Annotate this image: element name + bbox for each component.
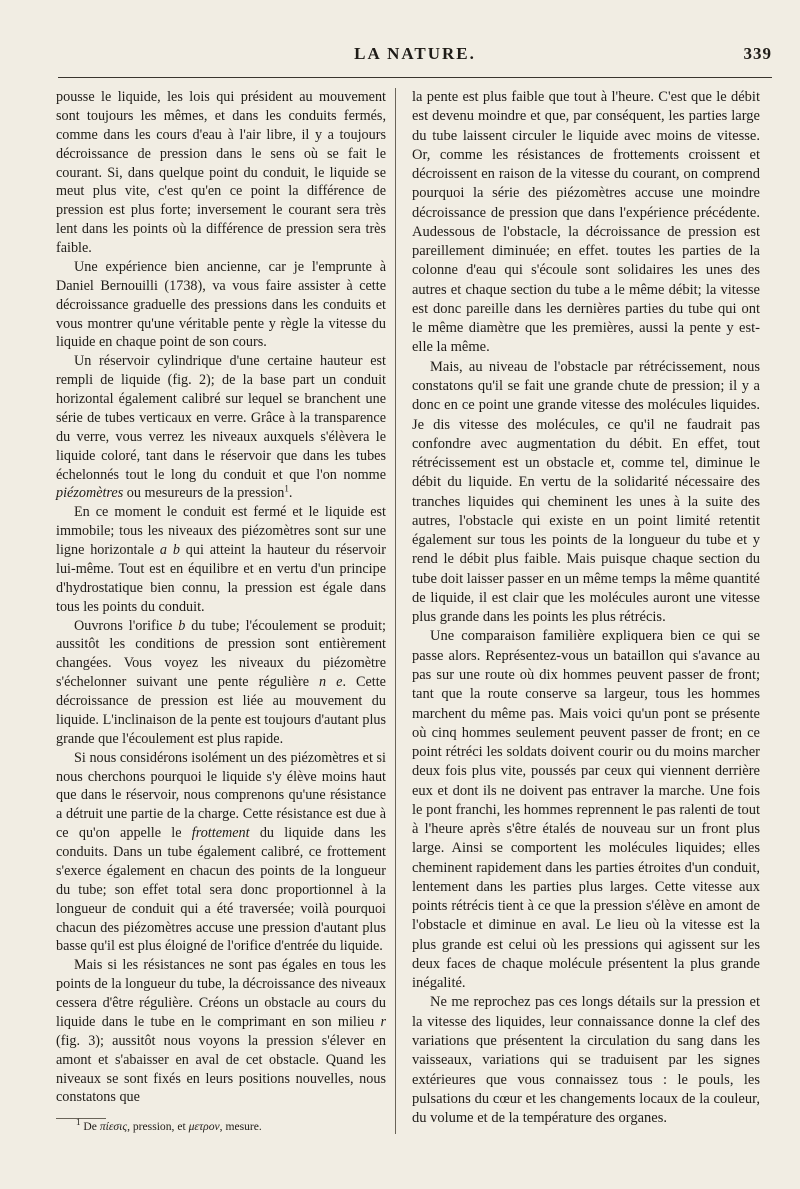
column-divider	[395, 88, 396, 1134]
paragraph: Ne me reprochez pas ces longs détails sur la pression et la vitesse des liquides, leur connaissance donne la clef des variations que présentent la circulation du sang dans les vaisseaux, variations qui se traduisent par les signes extérieures que vous connaissez tous : le pouls, les pulsations du cœur et les changements locaux de la couleur, du volume et de la température des organes.	[412, 994, 760, 1127]
paragraph: Mais si les résistances ne sont pas égales en tous les points de la longueur du tube, la décroissance des niveaux cessera d'être régulière. Créons un obstacle au cours du liquide dans le tube en le comprimant en son milieu r (fig. 3); aussitôt nous voyons la pression s'élever en amont et s'abaisser en aval de cet obstacle. Quand les niveaux se sont fixés en leurs positions nouvelles, nous constatons que	[56, 957, 386, 1106]
footnote-number: 1	[76, 1117, 81, 1128]
paragraph: Une comparaison familière expliquera bien ce qui se passe alors. Représentez-vous un bataillon qui s'avance au pas sur une route où dix hommes peuvent passer de front; tant que la route conserve sa largeur, tous les hommes marchent du même pas. Mais voici qu'un pont se présente où cinq hommes seulement peuvent passer de front; en ce point rétréci les soldats doivent courir ou du moins marcher deux fois plus vite, poussés par ceux qui viennent derrière eux et dont ils ne doivent pas entraver la marche. Une fois le pont franchi, les hommes reprennent le pas ralenti de tout à l'heure après s'être étalés de nouveau sur un front plus large. Ainsi se comportent les molécules liquides; elles cheminent rapidement dans les parties étroites d'un conduit, lentement dans les parties plus larges. Cette vitesse aux points rétrécis tient à ce que la pression s'élève en amont de l'obstacle et diminue en aval. Le lieu où la vitesse est la plus grande est celui où les pressions qui agissent sur les deux faces de chaque molécule présentent la plus grande inégalité.	[412, 628, 760, 992]
paragraph: Mais, au niveau de l'obstacle par rétrécissement, nous constatons qu'il se fait une grande chute de pression; il y a donc en ce point une grande vitesse des molécules liquides. Je dis vitesse des molécules, ce qu'il ne faudrait pas confondre avec augmentation du débit. En effet, tout rétrécissement est un obstacle et, comme tel, diminue le débit du liquide. En vertu de la solidarité nécessaire des tranches liquides qui cheminent les unes à la suite des autres, l'obstacle qui existe en un point limité retentit également sur tous les points de la longueur du tube et y rend le débit plus faible. Mais puisque chaque section du tube doit laisser passer en un même temps la même quantité de liquide, il est clair que les molécules auront une vitesse plus grande dans les points les plus rétrécis.	[412, 358, 760, 626]
paragraph: la pente est plus faible que tout à l'heure. C'est que le débit est devenu moindre et que, par conséquent, les parties large du tube laissent circuler le liquide avec moins de vitesse. Or, comme les résistances de frottements croissent et décroissent en raison de la vitesse du courant, on comprend pourquoi la série des piézomètres accuse une moindre décroissance de pression que dans l'expérience précédente. Audessous de l'obstacle, la décroissance de pression est pareillement diminuée; en effet. toutes les parties de la colonne d'eau qui s'écoule sont solidaires les unes des autres et chaque section du tube a le même débit; la vitesse est donc pareille dans les dernières parties du tube qui ont le même diamètre que les premières, aussi la pente y est-elle la même.	[412, 89, 760, 356]
paragraph: Une expérience bien ancienne, car je l'emprunte à Daniel Bernouilli (1738), va vous faire assister à cette décroissance graduelle des pressions dans les conduits et vous montrer qu'une véritable pente y règle la vitesse du liquide en chaque point de son cours.	[56, 258, 386, 351]
paragraph: En ce moment le conduit est fermé et le liquide est immobile; tous les niveaux des piézomètres sont sur une ligne horizontale a b qui atteint la hauteur du réservoir lui-même. Tout est en équilibre et en vertu d'un principe d'hydrostatique bien connu, la pression est égale dans tous les points du conduit.	[56, 504, 387, 615]
footnote: $^1$ De πίεσις, pression, et μετρον, mesure.	[76, 1117, 262, 1133]
header-rule	[58, 77, 772, 78]
right-column	[412, 88, 760, 1128]
paragraph: Un réservoir cylindrique d'une certaine hauteur est rempli de liquide (fig. 2); de la base part un conduit horizontal également calibré sur lequel se branchent une série de tubes verticaux en verre. Grâce à la transparence du verre, vous verrez les niveaux auxquels s'élèvera le liquide coloré, tant dans le réservoir que dans les tubes échelonnés tout le long du conduit et que l'on nomme piézomètres ou mesureurs de la pression$^1$.	[56, 353, 386, 502]
paragraph: pousse le liquide, les lois qui président au mouvement sont toujours les mêmes, et dans les conduits fermés, comme dans les cours d'eau à l'air libre, il y a toujours décroissance de pression dans le sens où se fait le courant. Si, dans quelque point du conduit, le liquide se meut plus vite, c'est qu'en ce point la différence de pression est plus forte; inversement le courant sera très lent dans les points où la différence de pression sera très faible.	[56, 89, 386, 256]
running-title: LA NATURE.	[354, 44, 476, 63]
footnote-rule	[56, 1118, 106, 1119]
page-header	[58, 44, 772, 68]
paragraph: Si nous considérons isolément un des piézomètres et si nous cherchons pourquoi le liquide s'y élève moins haut que dans le réservoir, nous comprenons qu'une résistance a détruit une partie de la charge. Cette résistance est due à ce qu'on appelle le frottement du liquide dans les conduits. Dans un tube également calibré, ce frottement s'exerce également en chacun des points de la longueur du tube; son effet total sera donc proportionnel à la longueur de conduit qui a été traversée; voilà pourquoi chacun des piézomètres accuse une pression d'autant plus basse qu'il est plus éloigné de l'orifice d'entrée du liquide.	[56, 749, 386, 955]
page-number: 339	[743, 44, 772, 63]
left-column	[56, 88, 386, 1107]
paragraph: Ouvrons l'orifice b du tube; l'écoulement se produit; aussitôt les conditions de pression sont entièrement changées. Vous voyez les niveaux du piézomètre s'échelonner suivant une pente régulière n e. Cette décroissance de pression est liée au mouvement du liquide. L'inclinaison de la pente est toujours d'autant plus grande que l'écoulement est plus rapide.	[56, 617, 387, 747]
footnote-marker: 1	[284, 483, 289, 494]
